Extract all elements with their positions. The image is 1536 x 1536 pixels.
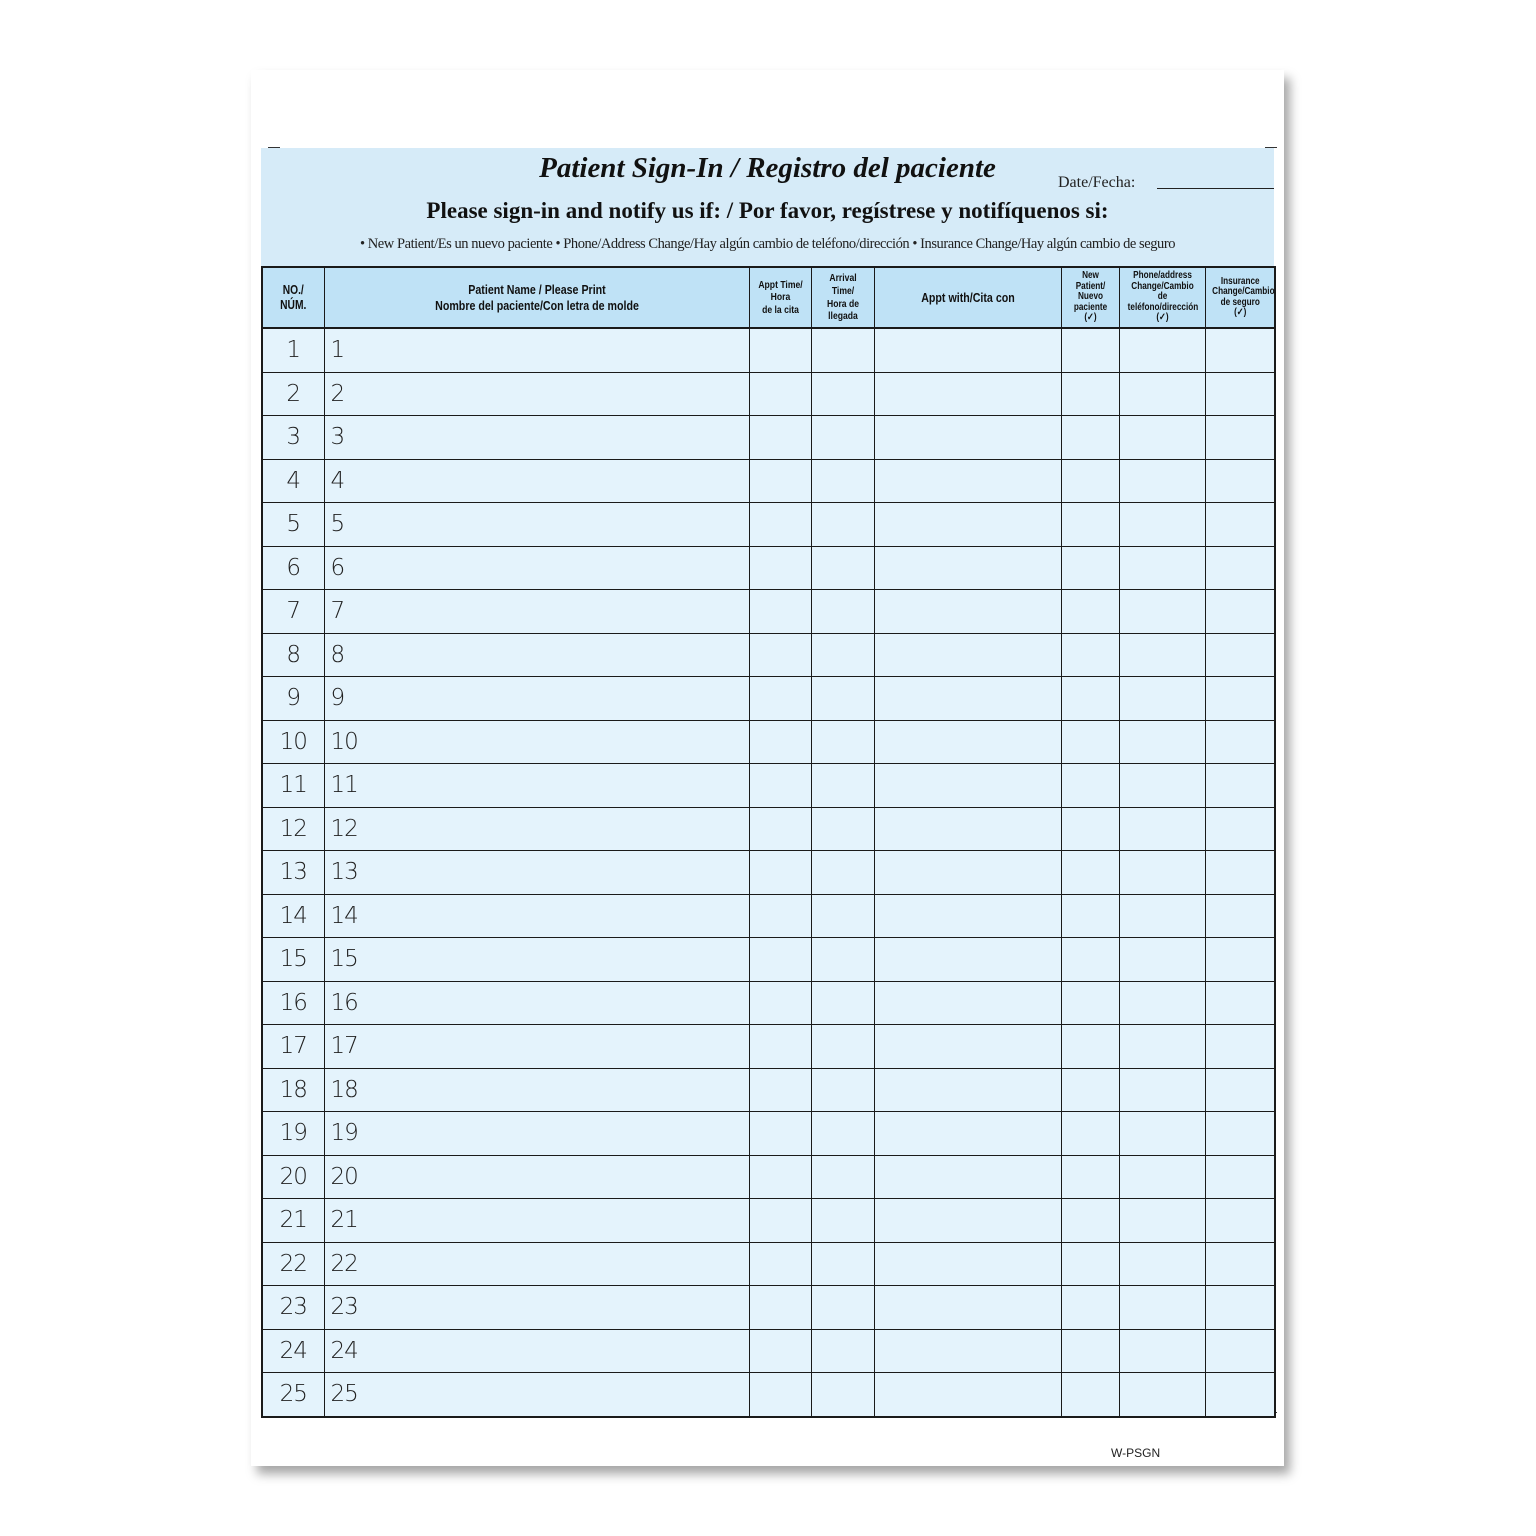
appt-time-cell[interactable] <box>749 894 811 938</box>
arrival-time-cell[interactable] <box>811 677 874 721</box>
column-header-new-patient: New Patient/ Nuevo paciente (✓) <box>1061 267 1119 328</box>
row-number: 6 <box>262 546 324 590</box>
insurance-change-cell[interactable] <box>1205 851 1275 895</box>
appt-with-cell[interactable] <box>874 1025 1061 1069</box>
phone-address-change-cell[interactable] <box>1119 372 1205 416</box>
sign-in-table <box>261 266 1276 1418</box>
arrival-time-cell[interactable] <box>811 981 874 1025</box>
table-row <box>262 1068 1275 1112</box>
new-patient-cell[interactable] <box>1061 1329 1119 1373</box>
appt-time-cell[interactable] <box>749 1068 811 1112</box>
insurance-change-cell[interactable] <box>1205 328 1275 372</box>
arrival-time-cell[interactable] <box>811 1068 874 1112</box>
row-number: 8 <box>262 633 324 677</box>
appt-time-cell[interactable] <box>749 1199 811 1243</box>
patient-name-cell[interactable] <box>324 764 749 808</box>
patient-name-row-number: 23 <box>330 1294 358 1321</box>
table-row <box>262 503 1275 547</box>
phone-address-change-cell[interactable] <box>1119 1155 1205 1199</box>
arrival-time-cell[interactable] <box>811 372 874 416</box>
insurance-change-cell[interactable] <box>1205 807 1275 851</box>
arrival-time-cell[interactable] <box>811 633 874 677</box>
table-row <box>262 1155 1275 1199</box>
appt-time-cell[interactable] <box>749 1329 811 1373</box>
patient-name-cell[interactable] <box>324 633 749 677</box>
arrival-time-cell[interactable] <box>811 1373 874 1417</box>
row-number: 18 <box>262 1068 324 1112</box>
appt-with-cell[interactable] <box>874 459 1061 503</box>
patient-name-row-number: 10 <box>330 728 358 755</box>
table-row <box>262 546 1275 590</box>
appt-with-cell[interactable] <box>874 764 1061 808</box>
appt-with-cell[interactable] <box>874 677 1061 721</box>
arrival-time-cell[interactable] <box>811 720 874 764</box>
new-patient-cell[interactable] <box>1061 328 1119 372</box>
appt-time-cell[interactable] <box>749 633 811 677</box>
appt-time-cell[interactable] <box>749 938 811 982</box>
column-header-number: NO./ NÚM. <box>262 267 324 328</box>
appt-time-cell[interactable] <box>749 1286 811 1330</box>
phone-address-change-cell[interactable] <box>1119 328 1205 372</box>
appt-with-cell[interactable] <box>874 851 1061 895</box>
patient-name-cell[interactable] <box>324 1199 749 1243</box>
new-patient-cell[interactable] <box>1061 1025 1119 1069</box>
phone-address-change-cell[interactable] <box>1119 938 1205 982</box>
appt-time-cell[interactable] <box>749 1373 811 1417</box>
patient-name-row-number: 13 <box>330 859 358 886</box>
phone-address-change-cell[interactable] <box>1119 894 1205 938</box>
date-label: Date/Fecha: <box>1058 174 1136 191</box>
patient-name-row-number: 2 <box>330 380 345 407</box>
appt-with-cell[interactable] <box>874 1155 1061 1199</box>
table-row <box>262 1329 1275 1373</box>
appt-time-cell[interactable] <box>749 459 811 503</box>
phone-address-change-cell[interactable] <box>1119 416 1205 460</box>
table-row <box>262 851 1275 895</box>
column-header-patient-name: Patient Name / Please Print Nombre del paciente/Con letra de molde <box>324 267 749 328</box>
table-row <box>262 459 1275 503</box>
patient-name-row-number: 19 <box>330 1120 358 1147</box>
appt-with-cell[interactable] <box>874 1329 1061 1373</box>
phone-address-change-cell[interactable] <box>1119 1329 1205 1373</box>
column-header-appt-time: Appt Time/ Hora de la cita <box>749 267 811 328</box>
patient-name-cell[interactable] <box>324 720 749 764</box>
patient-name-row-number: 1 <box>330 337 345 364</box>
appt-with-cell[interactable] <box>874 1199 1061 1243</box>
new-patient-cell[interactable] <box>1061 938 1119 982</box>
row-number: 25 <box>262 1373 324 1417</box>
patient-name-cell[interactable] <box>324 1286 749 1330</box>
appt-time-cell[interactable] <box>749 677 811 721</box>
row-number: 12 <box>262 807 324 851</box>
appt-time-cell[interactable] <box>749 764 811 808</box>
phone-address-change-cell[interactable] <box>1119 1112 1205 1156</box>
patient-name-cell[interactable] <box>324 1373 749 1417</box>
appt-time-cell[interactable] <box>749 590 811 634</box>
insurance-change-cell[interactable] <box>1205 590 1275 634</box>
phone-address-change-cell[interactable] <box>1119 1373 1205 1417</box>
arrival-time-cell[interactable] <box>811 764 874 808</box>
new-patient-cell[interactable] <box>1061 807 1119 851</box>
patient-name-cell[interactable] <box>324 807 749 851</box>
row-number: 13 <box>262 851 324 895</box>
table-row <box>262 1286 1275 1330</box>
patient-name-row-number: 6 <box>330 554 345 581</box>
insurance-change-cell[interactable] <box>1205 720 1275 764</box>
phone-address-change-cell[interactable] <box>1119 1242 1205 1286</box>
phone-address-change-cell[interactable] <box>1119 720 1205 764</box>
row-number: 20 <box>262 1155 324 1199</box>
arrival-time-cell[interactable] <box>811 546 874 590</box>
new-patient-cell[interactable] <box>1061 633 1119 677</box>
patient-name-cell[interactable] <box>324 372 749 416</box>
arrival-time-cell[interactable] <box>811 416 874 460</box>
form-subtitle: Please sign-in and notify us if: / Por favor, regístrese y notifíquenos si: <box>426 198 1109 223</box>
appt-with-cell[interactable] <box>874 1286 1061 1330</box>
patient-name-row-number: 25 <box>330 1381 358 1408</box>
new-patient-cell[interactable] <box>1061 372 1119 416</box>
patient-name-row-number: 21 <box>330 1207 358 1234</box>
insurance-change-cell[interactable] <box>1205 546 1275 590</box>
phone-address-change-cell[interactable] <box>1119 1068 1205 1112</box>
column-header-arrival-time: Arrival Time/ Hora de llegada <box>811 267 874 328</box>
insurance-change-cell[interactable] <box>1205 503 1275 547</box>
appt-time-cell[interactable] <box>749 546 811 590</box>
new-patient-cell[interactable] <box>1061 459 1119 503</box>
row-number: 21 <box>262 1199 324 1243</box>
patient-name-cell[interactable] <box>324 590 749 634</box>
row-number: 10 <box>262 720 324 764</box>
arrival-time-cell[interactable] <box>811 1025 874 1069</box>
phone-address-change-cell[interactable] <box>1119 590 1205 634</box>
patient-name-cell[interactable] <box>324 416 749 460</box>
column-header-appt-with: Appt with/Cita con <box>874 267 1061 328</box>
patient-name-cell[interactable] <box>324 459 749 503</box>
patient-name-cell[interactable] <box>324 981 749 1025</box>
table-row <box>262 416 1275 460</box>
arrival-time-cell[interactable] <box>811 328 874 372</box>
insurance-change-cell[interactable] <box>1205 894 1275 938</box>
table-row <box>262 807 1275 851</box>
appt-time-cell[interactable] <box>749 981 811 1025</box>
row-number: 3 <box>262 416 324 460</box>
new-patient-cell[interactable] <box>1061 416 1119 460</box>
patient-name-row-number: 3 <box>330 424 345 451</box>
insurance-change-cell[interactable] <box>1205 1155 1275 1199</box>
insurance-change-cell[interactable] <box>1205 1373 1275 1417</box>
new-patient-cell[interactable] <box>1061 1199 1119 1243</box>
appt-with-cell[interactable] <box>874 372 1061 416</box>
notify-conditions: • New Patient/Es un nuevo paciente • Phone/Address Change/Hay algún cambio de teléfono/dirección • Insurance Change/Hay algún cambio de seguro <box>359 236 1176 252</box>
patient-name-cell[interactable] <box>324 546 749 590</box>
appt-with-cell[interactable] <box>874 1112 1061 1156</box>
table-row <box>262 590 1275 634</box>
appt-with-cell[interactable] <box>874 720 1061 764</box>
table-row <box>262 938 1275 982</box>
patient-name-row-number: 7 <box>330 598 345 625</box>
insurance-change-cell[interactable] <box>1205 1199 1275 1243</box>
insurance-change-cell[interactable] <box>1205 1025 1275 1069</box>
row-number: 22 <box>262 1242 324 1286</box>
phone-address-change-cell[interactable] <box>1119 807 1205 851</box>
new-patient-cell[interactable] <box>1061 1373 1119 1417</box>
new-patient-cell[interactable] <box>1061 1112 1119 1156</box>
table-row <box>262 1199 1275 1243</box>
date-field[interactable] <box>1157 188 1274 189</box>
patient-name-cell[interactable] <box>324 1068 749 1112</box>
insurance-change-cell[interactable] <box>1205 938 1275 982</box>
patient-name-row-number: 17 <box>330 1033 358 1060</box>
patient-name-cell[interactable] <box>324 938 749 982</box>
table-row <box>262 894 1275 938</box>
phone-address-change-cell[interactable] <box>1119 677 1205 721</box>
table-row <box>262 981 1275 1025</box>
new-patient-cell[interactable] <box>1061 851 1119 895</box>
table-row <box>262 764 1275 808</box>
phone-address-change-cell[interactable] <box>1119 1199 1205 1243</box>
row-number: 2 <box>262 372 324 416</box>
table-row <box>262 1112 1275 1156</box>
appt-with-cell[interactable] <box>874 590 1061 634</box>
arrival-time-cell[interactable] <box>811 807 874 851</box>
appt-time-cell[interactable] <box>749 1112 811 1156</box>
table-row <box>262 633 1275 677</box>
row-number: 7 <box>262 590 324 634</box>
patient-name-cell[interactable] <box>324 677 749 721</box>
row-number: 16 <box>262 981 324 1025</box>
patient-name-cell[interactable] <box>324 1025 749 1069</box>
form-title: Patient Sign-In / Registro del paciente <box>539 152 996 184</box>
row-number: 24 <box>262 1329 324 1373</box>
table-row <box>262 1242 1275 1286</box>
table-row <box>262 720 1275 764</box>
row-number: 11 <box>262 764 324 808</box>
insurance-change-cell[interactable] <box>1205 1329 1275 1373</box>
patient-name-row-number: 9 <box>330 685 345 712</box>
phone-address-change-cell[interactable] <box>1119 764 1205 808</box>
phone-address-change-cell[interactable] <box>1119 851 1205 895</box>
column-header-insurance-change: Insurance Change/Cambio de seguro (✓) <box>1205 267 1275 328</box>
patient-name-cell[interactable] <box>324 1242 749 1286</box>
phone-address-change-cell[interactable] <box>1119 633 1205 677</box>
row-number: 9 <box>262 677 324 721</box>
row-number: 23 <box>262 1286 324 1330</box>
insurance-change-cell[interactable] <box>1205 372 1275 416</box>
new-patient-cell[interactable] <box>1061 1286 1119 1330</box>
appt-with-cell[interactable] <box>874 1068 1061 1112</box>
appt-with-cell[interactable] <box>874 1242 1061 1286</box>
appt-with-cell[interactable] <box>874 546 1061 590</box>
insurance-change-cell[interactable] <box>1205 1112 1275 1156</box>
patient-name-row-number: 16 <box>330 989 358 1016</box>
appt-with-cell[interactable] <box>874 1373 1061 1417</box>
new-patient-cell[interactable] <box>1061 1242 1119 1286</box>
appt-time-cell[interactable] <box>749 416 811 460</box>
arrival-time-cell[interactable] <box>811 1286 874 1330</box>
patient-name-row-number: 18 <box>330 1076 358 1103</box>
column-header-phone-address-change: Phone/address Change/Cambio de teléfono/dirección (✓) <box>1119 267 1205 328</box>
new-patient-cell[interactable] <box>1061 1068 1119 1112</box>
patient-name-cell[interactable] <box>324 328 749 372</box>
appt-time-cell[interactable] <box>749 372 811 416</box>
patient-name-cell[interactable] <box>324 1112 749 1156</box>
row-number: 4 <box>262 459 324 503</box>
table-row <box>262 1373 1275 1417</box>
appt-with-cell[interactable] <box>874 633 1061 677</box>
row-number: 1 <box>262 328 324 372</box>
patient-name-row-number: 20 <box>330 1163 358 1190</box>
patient-name-row-number: 14 <box>330 902 358 929</box>
patient-name-row-number: 12 <box>330 815 358 842</box>
patient-name-row-number: 8 <box>330 641 345 668</box>
arrival-time-cell[interactable] <box>811 459 874 503</box>
patient-name-cell[interactable] <box>324 894 749 938</box>
patient-name-row-number: 22 <box>330 1250 358 1277</box>
arrival-time-cell[interactable] <box>811 851 874 895</box>
patient-name-cell[interactable] <box>324 851 749 895</box>
insurance-change-cell[interactable] <box>1205 1242 1275 1286</box>
patient-name-row-number: 24 <box>330 1337 358 1364</box>
appt-time-cell[interactable] <box>749 503 811 547</box>
phone-address-change-cell[interactable] <box>1119 459 1205 503</box>
appt-time-cell[interactable] <box>749 1242 811 1286</box>
insurance-change-cell[interactable] <box>1205 1286 1275 1330</box>
phone-address-change-cell[interactable] <box>1119 981 1205 1025</box>
patient-name-cell[interactable] <box>324 1329 749 1373</box>
row-number: 15 <box>262 938 324 982</box>
arrival-time-cell[interactable] <box>811 1329 874 1373</box>
row-number: 14 <box>262 894 324 938</box>
arrival-time-cell[interactable] <box>811 590 874 634</box>
phone-address-change-cell[interactable] <box>1119 503 1205 547</box>
patient-name-row-number: 15 <box>330 946 358 973</box>
appt-with-cell[interactable] <box>874 807 1061 851</box>
insurance-change-cell[interactable] <box>1205 981 1275 1025</box>
table-row <box>262 372 1275 416</box>
arrival-time-cell[interactable] <box>811 938 874 982</box>
appt-time-cell[interactable] <box>749 1025 811 1069</box>
form-code: W-PSGN <box>1111 1446 1161 1460</box>
insurance-change-cell[interactable] <box>1205 677 1275 721</box>
form-sheet <box>251 70 1284 1466</box>
new-patient-cell[interactable] <box>1061 590 1119 634</box>
patient-name-cell[interactable] <box>324 1155 749 1199</box>
new-patient-cell[interactable] <box>1061 894 1119 938</box>
patient-name-cell[interactable] <box>324 503 749 547</box>
new-patient-cell[interactable] <box>1061 720 1119 764</box>
appt-with-cell[interactable] <box>874 938 1061 982</box>
phone-address-change-cell[interactable] <box>1119 1286 1205 1330</box>
insurance-change-cell[interactable] <box>1205 764 1275 808</box>
appt-time-cell[interactable] <box>749 1155 811 1199</box>
phone-address-change-cell[interactable] <box>1119 546 1205 590</box>
form-header <box>261 148 1274 266</box>
row-number: 19 <box>262 1112 324 1156</box>
patient-name-row-number: 4 <box>330 467 345 494</box>
appt-with-cell[interactable] <box>874 894 1061 938</box>
new-patient-cell[interactable] <box>1061 677 1119 721</box>
phone-address-change-cell[interactable] <box>1119 1025 1205 1069</box>
appt-with-cell[interactable] <box>874 981 1061 1025</box>
new-patient-cell[interactable] <box>1061 546 1119 590</box>
new-patient-cell[interactable] <box>1061 1155 1119 1199</box>
table-row <box>262 677 1275 721</box>
patient-name-row-number: 11 <box>330 772 358 799</box>
appt-time-cell[interactable] <box>749 807 811 851</box>
new-patient-cell[interactable] <box>1061 981 1119 1025</box>
table-row <box>262 1025 1275 1069</box>
insurance-change-cell[interactable] <box>1205 416 1275 460</box>
new-patient-cell[interactable] <box>1061 764 1119 808</box>
insurance-change-cell[interactable] <box>1205 633 1275 677</box>
appt-time-cell[interactable] <box>749 328 811 372</box>
arrival-time-cell[interactable] <box>811 1155 874 1199</box>
insurance-change-cell[interactable] <box>1205 1068 1275 1112</box>
row-number: 17 <box>262 1025 324 1069</box>
row-number: 5 <box>262 503 324 547</box>
patient-name-row-number: 5 <box>330 511 345 538</box>
arrival-time-cell[interactable] <box>811 1112 874 1156</box>
insurance-change-cell[interactable] <box>1205 459 1275 503</box>
table-header-row <box>262 267 1275 328</box>
arrival-time-cell[interactable] <box>811 894 874 938</box>
arrival-time-cell[interactable] <box>811 1199 874 1243</box>
arrival-time-cell[interactable] <box>811 1242 874 1286</box>
appt-with-cell[interactable] <box>874 328 1061 372</box>
new-patient-cell[interactable] <box>1061 503 1119 547</box>
arrival-time-cell[interactable] <box>811 503 874 547</box>
appt-with-cell[interactable] <box>874 416 1061 460</box>
appt-time-cell[interactable] <box>749 851 811 895</box>
appt-time-cell[interactable] <box>749 720 811 764</box>
table-row <box>262 328 1275 372</box>
appt-with-cell[interactable] <box>874 503 1061 547</box>
